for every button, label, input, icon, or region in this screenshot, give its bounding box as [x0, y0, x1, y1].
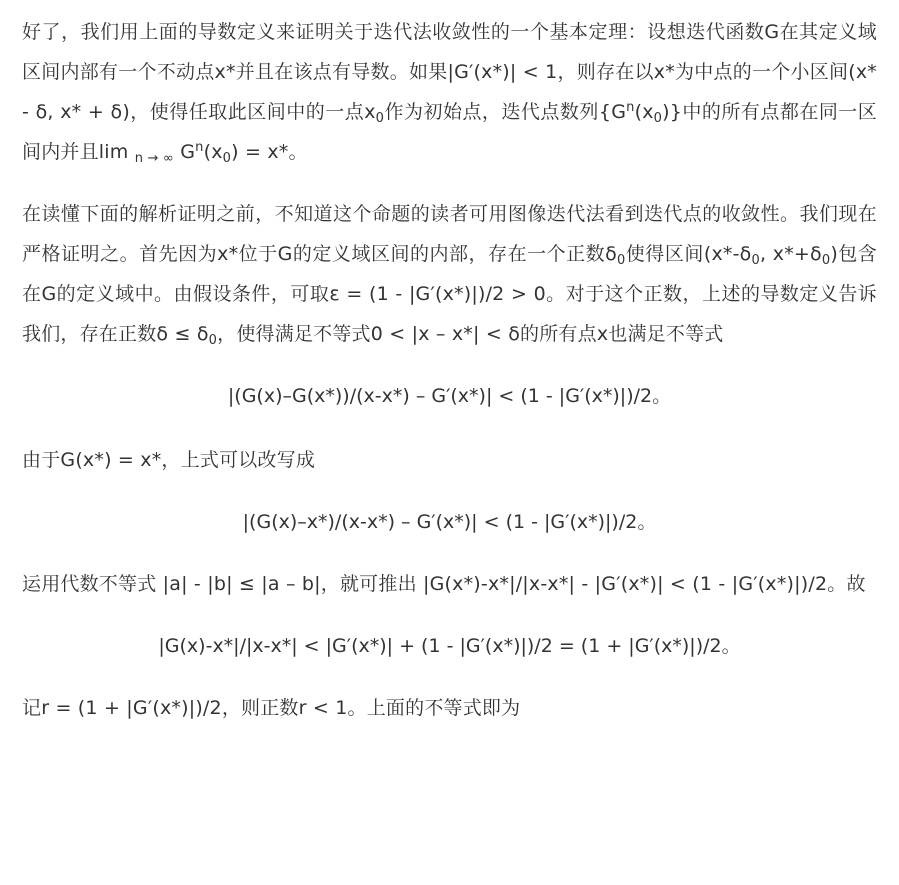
definition-r-paragraph: 记r = (1 + |G′(x*)|)/2，则正数r < 1。上面的不等式即为 — [22, 697, 521, 719]
subscript-zero: 0 — [821, 253, 831, 268]
proof-text-e: ，使得满足不等式0 < |x – x*| < δ的所有点x也满足不等式 — [217, 323, 724, 345]
inequality-2: |(G(x)–x*)/(x-x*) – G′(x*)| < (1 - |G′(x*)|)/2。 — [242, 511, 657, 533]
superscript-n: n — [626, 100, 635, 115]
theorem-text-d: )}中的所有点都在同一区间内并且lim — [22, 101, 878, 163]
theorem-paragraph — [22, 12, 877, 172]
theorem-text-e: G — [173, 141, 196, 163]
subscript-zero: 0 — [208, 333, 218, 348]
subscript-zero: 0 — [222, 151, 232, 166]
subscript-zero: 0 — [653, 111, 663, 126]
proof-text-b: 使得区间(x*-δ — [625, 243, 752, 265]
theorem-text-b: 作为初始点，迭代点数列{G — [384, 101, 627, 123]
theorem-text-a: 好了，我们用上面的导数定义来证明关于迭代法收敛性的一个基本定理：设想迭代函数G在其定义域区间内部有一个不动点x*并且在该点有导数。如果|G′(x*)| < 1，则存在以x*为中点的一个小区间(x* - δ, x* + δ)，使得任取此区间中的一点x — [22, 21, 877, 123]
theorem-text-c: (x — [634, 101, 654, 123]
theorem-text-g: ) = x*。 — [231, 141, 308, 163]
theorem-text-f: (x — [203, 141, 223, 163]
subscript-zero: 0 — [375, 111, 385, 126]
limit-subscript: n → ∞ — [134, 151, 174, 166]
superscript-n: n — [195, 140, 204, 155]
subscript-zero: 0 — [751, 253, 760, 268]
subscript-zero: 0 — [616, 253, 626, 268]
inequality-1: |(G(x)–G(x*))/(x-x*) – G′(x*)| < (1 - |G′(x*)|)/2。 — [227, 385, 672, 407]
proof-text-c: , x*+δ — [759, 243, 822, 265]
proof-text-a: 在读懂下面的解析证明之前，不知道这个命题的读者可用图像迭代法看到迭代点的收敛性。我们现在严格证明之。首先因为x*位于G的定义域区间的内部，存在一个正数δ — [22, 203, 877, 265]
algebra-paragraph: 运用代数不等式 |a| - |b| ≤ |a – b|，就可推出 |G(x*)-x*|/|x-x*| - |G′(x*)| < (1 - |G′(x*)|)/2。故 — [22, 573, 866, 595]
rewrite-paragraph: 由于G(x*) = x*，上式可以改写成 — [22, 449, 316, 471]
proof-paragraph — [22, 194, 877, 354]
proof-text-d: )包含在G的定义域中。由假设条件，可取ε = (1 - |G′(x*)|)/2 > 0。对于这个正数，上述的导数定义告诉我们，存在正数δ ≤ δ — [22, 243, 878, 345]
inequality-3: |G(x)-x*|/|x-x*| < |G′(x*)| + (1 - |G′(x*)|)/2 = (1 + |G′(x*)|)/2。 — [158, 635, 741, 657]
